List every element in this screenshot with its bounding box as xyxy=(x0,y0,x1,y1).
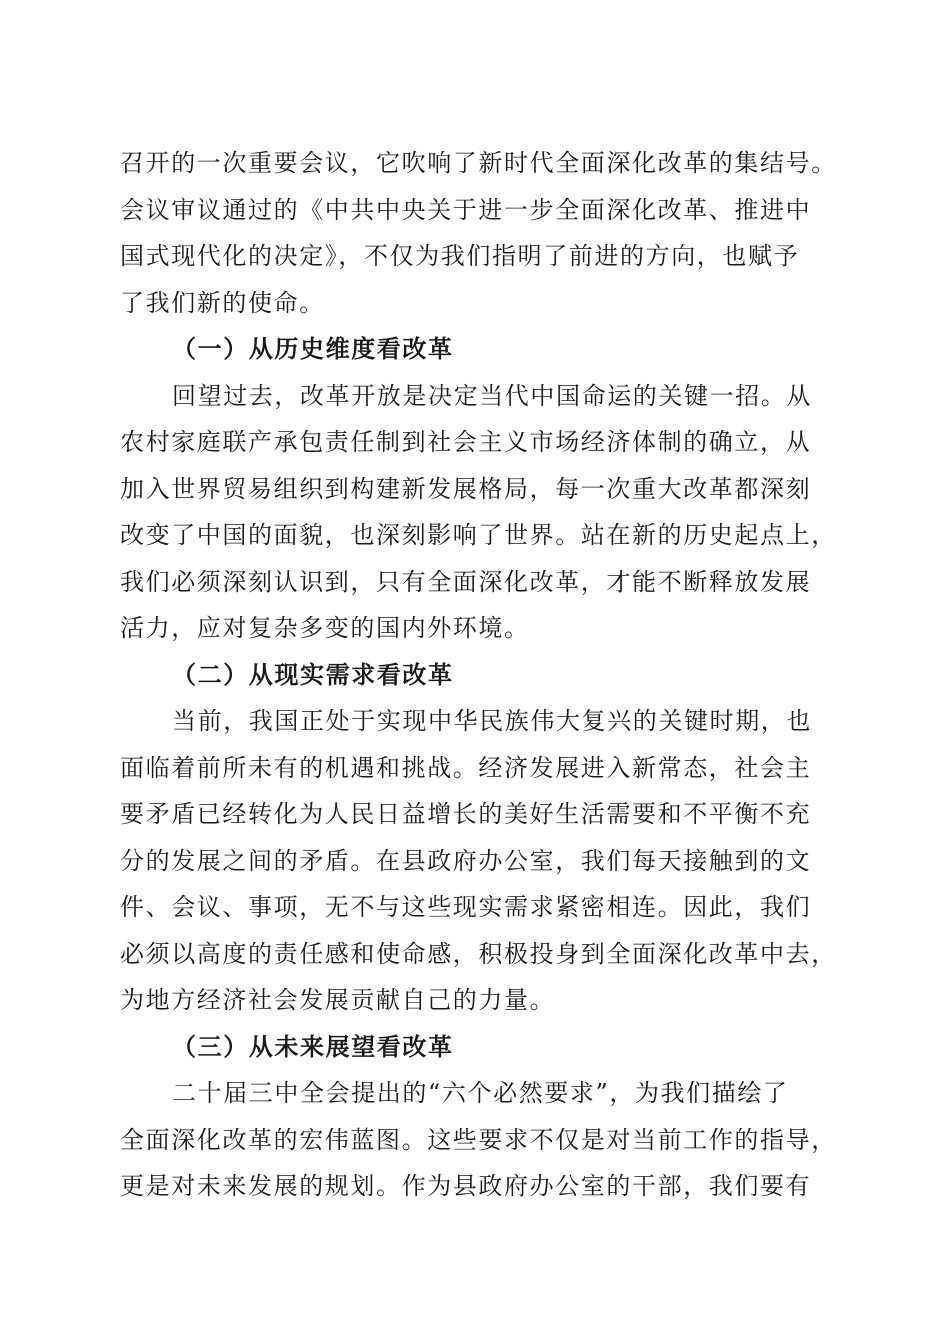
text-line: 国式现代化的决定》，不仅为我们指明了前进的方向，也赋予 xyxy=(120,242,800,270)
text-line: 我们必须深刻认识到，只有全面深化改革，才能不断释放发展 xyxy=(120,567,812,596)
text-line: 要矛盾已经转化为人民日益增长的美好生活需要和不平衡不充 xyxy=(120,800,812,828)
text-line: 件、会议、事项，无不与这些现实需求紧密相连。因此，我们 xyxy=(120,893,812,921)
text-line: 为地方经济社会发展贡献自己的力量。 xyxy=(120,986,556,1014)
text-line: 改变了中国的面貌，也深刻影响了世界。站在新的历史起点上， xyxy=(120,521,837,549)
text-line: 加入世界贸易组织到构建新发展格局，每一次重大改革都深刻 xyxy=(120,474,812,503)
text-line: 召开的一次重要会议，它吹响了新时代全面深化改革的集结号。 xyxy=(120,149,837,177)
text-line: 当前，我国正处于实现中华民族伟大复兴的关键时期，也 xyxy=(172,707,812,735)
document-body xyxy=(120,140,840,1210)
text-line: 全面深化改革的宏伟蓝图。这些要求不仅是对当前工作的指导， xyxy=(120,1125,837,1154)
text-line: 二十届三中全会提出的“六个必然要求”，为我们描绘了 xyxy=(172,1079,789,1107)
section-heading: （一）从历史维度看改革 xyxy=(172,334,454,363)
section-heading: （三）从未来展望看改革 xyxy=(172,1031,454,1061)
text-line: 会议审议通过的《中共中央关于进一步全面深化改革、推进中 xyxy=(120,195,812,224)
text-line: 面临着前所未有的机遇和挑战。经济发展进入新常态，社会主 xyxy=(120,753,812,782)
text-line: 必须以高度的责任感和使命感，积极投身到全面深化改革中去， xyxy=(120,939,837,968)
text-line: 了我们新的使命。 xyxy=(120,288,325,317)
text-line: 活力，应对复杂多变的国内外环境。 xyxy=(120,614,530,642)
text-line: 更是对未来发展的规划。作为县政府办公室的干部，我们要有 xyxy=(120,1172,812,1200)
text-line: 回望过去，改革开放是决定当代中国命运的关键一招。从 xyxy=(172,381,812,410)
section-heading: （二）从现实需求看改革 xyxy=(172,659,454,689)
text-line: 农村家庭联产承包责任制到社会主义市场经济体制的确立，从 xyxy=(120,428,812,456)
text-line: 分的发展之间的矛盾。在县政府办公室，我们每天接触到的文 xyxy=(120,846,812,875)
